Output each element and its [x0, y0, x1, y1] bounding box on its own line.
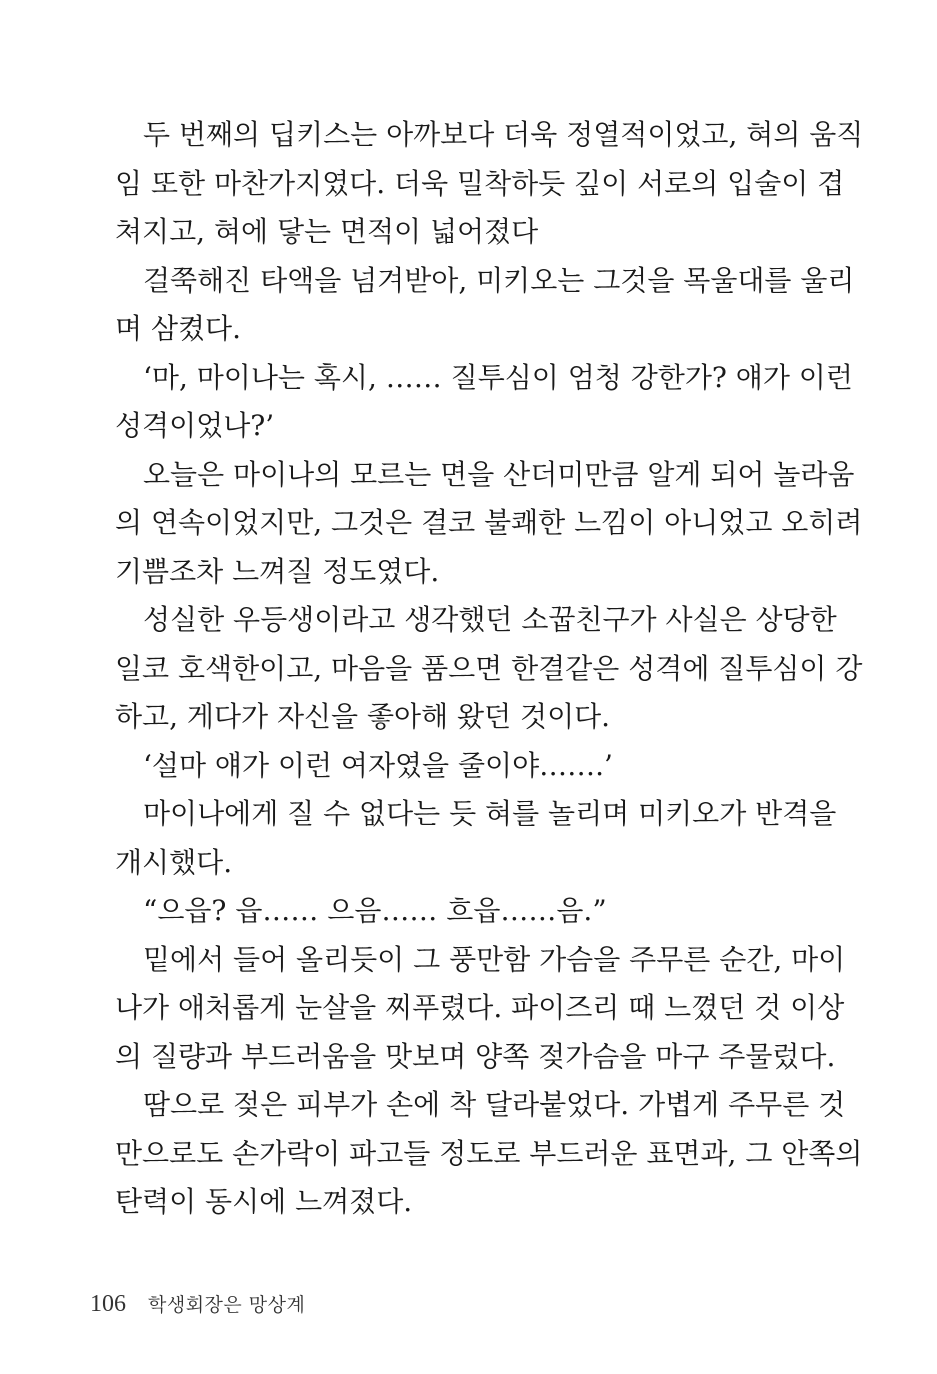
text-line: 개시했다. [115, 845, 233, 879]
text-line: 쳐지고, 혀에 닿는 면적이 넓어졌다 [115, 215, 539, 248]
text-line: “으읍? 읍…… 으음…… 흐읍……음.” [143, 894, 607, 927]
page-number: 106 [90, 1291, 126, 1317]
text-line: 땀으로 젖은 피부가 손에 착 달라붙었다. 가볍게 주무른 것 [143, 1088, 846, 1121]
text-line: 두 번째의 딥키스는 아까보다 더욱 정열적이었고, 혀의 움직 [143, 118, 864, 151]
text-line: 마이나에게 질 수 없다는 듯 혀를 놀리며 미키오가 반격을 [143, 797, 837, 830]
text-line: 걸쭉해진 타액을 넘겨받아, 미키오는 그것을 목울대를 울리 [143, 263, 855, 297]
text-line: 하고, 게다가 자신을 좋아해 왔던 것이다. [115, 700, 611, 733]
text-line: 의 질량과 부드러움을 맛보며 양쪽 젖가슴을 마구 주물렀다. [115, 1039, 836, 1073]
text-line: ‘설마 얘가 이런 여자였을 줄이야…….’ [143, 748, 613, 782]
text-line: ‘마, 마이나는 혹시, …… 질투심이 엄청 강한가? 얘가 이런 [143, 360, 853, 394]
text-line: 임 또한 마찬가지였다. 더욱 밀착하듯 깊이 서로의 입술이 겹 [115, 166, 845, 200]
text-line: 며 삼켰다. [115, 312, 241, 345]
text-line: 나가 애처롭게 눈살을 찌푸렸다. 파이즈리 때 느꼈던 것 이상 [115, 991, 845, 1024]
text-line: 밑에서 들어 올리듯이 그 풍만함 가슴을 주무른 순간, 마이 [143, 942, 846, 976]
text-line: 기쁨조차 느껴질 정도였다. [115, 554, 440, 588]
page-footer [90, 1290, 305, 1326]
text-line: 일코 호색한이고, 마음을 품으면 한결같은 성격에 질투심이 강 [115, 651, 863, 685]
page-body [115, 111, 864, 1227]
text-line: 만으로도 손가락이 파고들 정도로 부드러운 표면과, 그 안쪽의 [115, 1136, 863, 1170]
text-line: 성실한 우등생이라고 생각했던 소꿉친구가 사실은 상당한 [143, 603, 837, 636]
text-line: 오늘은 마이나의 모르는 면을 산더미만큼 알게 되어 놀라움 [143, 457, 855, 491]
text-line: 성격이었나?’ [115, 409, 275, 442]
text-line: 탄력이 동시에 느껴졌다. [115, 1185, 413, 1218]
text-line: 의 연속이었지만, 그것은 결코 불쾌한 느낌이 아니었고 오히려 [115, 506, 863, 539]
book-title: 학생회장은 망상계 [148, 1294, 306, 1316]
